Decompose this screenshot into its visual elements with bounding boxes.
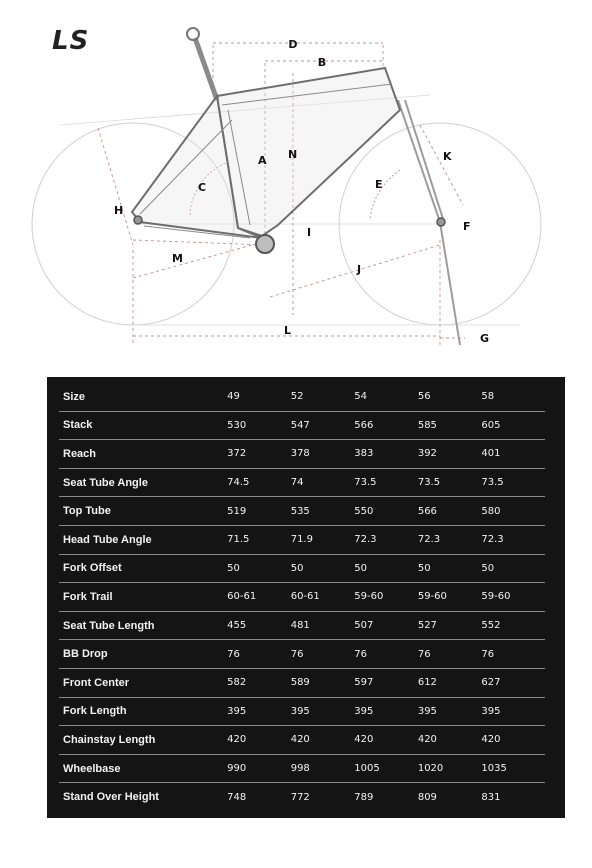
row-value: 50 — [227, 554, 291, 583]
row-value: 72.3 — [481, 525, 545, 554]
row-value: 73.5 — [354, 468, 418, 497]
row-value: 74 — [291, 468, 355, 497]
row-value: 378 — [291, 440, 355, 469]
row-value: 395 — [227, 697, 291, 726]
row-value: 998 — [291, 754, 355, 783]
row-value: 383 — [354, 440, 418, 469]
label-a: A — [258, 154, 267, 167]
row-value: 56 — [418, 383, 482, 411]
label-n: N — [288, 148, 298, 161]
row-label: Wheelbase — [59, 754, 227, 783]
row-value: 589 — [291, 668, 355, 697]
row-value: 580 — [481, 497, 545, 526]
row-value: 605 — [481, 411, 545, 440]
row-value: 1035 — [481, 754, 545, 783]
label-g: G — [480, 332, 490, 345]
row-label: Fork Length — [59, 697, 227, 726]
row-value: 772 — [290, 791, 310, 803]
row-value: 50 — [418, 554, 482, 583]
table-row — [59, 497, 545, 526]
row-label: Fork Offset — [59, 554, 227, 583]
front-axle — [437, 218, 445, 226]
row-value: 74.5 — [227, 468, 291, 497]
table-row — [59, 640, 545, 669]
row-value: 455 — [227, 611, 291, 640]
table-row — [59, 754, 545, 783]
table-row — [59, 383, 545, 411]
row-value: 627 — [481, 668, 545, 697]
row-value: 60-61 — [291, 583, 355, 612]
row-value: 58 — [481, 383, 545, 411]
row-value: 481 — [291, 611, 355, 640]
row-value: 395 — [481, 697, 545, 726]
row-label: Size — [59, 383, 227, 411]
label-m: M — [172, 252, 183, 265]
geometry-diagram — [0, 0, 592, 370]
row-value: 76 — [418, 640, 482, 669]
row-value: 519 — [227, 497, 291, 526]
row-value: 73.5 — [418, 468, 482, 497]
rear-axle — [134, 216, 142, 224]
label-d: D — [288, 38, 298, 51]
row-value: 60-61 — [227, 583, 291, 612]
row-label: BB Drop — [59, 640, 227, 669]
row-value: 789 — [354, 791, 374, 803]
row-value: 54 — [354, 383, 418, 411]
table-row — [59, 468, 545, 497]
row-value: 535 — [291, 497, 355, 526]
row-value: 585 — [418, 411, 482, 440]
row-label: Fork Trail — [59, 583, 227, 612]
row-value: 49 — [227, 383, 291, 411]
row-value: 566 — [354, 411, 418, 440]
fork — [398, 100, 460, 345]
row-value: 990 — [227, 754, 291, 783]
geometry-table-body — [59, 383, 545, 811]
row-value: 392 — [418, 440, 482, 469]
row-value: 420 — [227, 726, 291, 755]
row-label: Stack — [59, 411, 227, 440]
row-label: Chainstay Length — [59, 726, 227, 755]
row-value: 507 — [354, 611, 418, 640]
row-value: 76 — [481, 640, 545, 669]
row-value: 72.3 — [354, 525, 418, 554]
row-value: 59-60 — [481, 583, 545, 612]
row-label: Seat Tube Length — [59, 611, 227, 640]
table-row — [59, 668, 545, 697]
row-value: 76 — [291, 640, 355, 669]
row-value: 1005 — [354, 754, 418, 783]
row-value: 50 — [291, 554, 355, 583]
row-value: 401 — [481, 440, 545, 469]
bottom-bracket — [256, 235, 274, 253]
row-value: 50 — [354, 554, 418, 583]
row-value: 76 — [354, 640, 418, 669]
table-row — [59, 611, 545, 640]
geometry-table — [59, 383, 545, 811]
row-value: 748 — [227, 791, 247, 803]
table-row — [59, 697, 545, 726]
table-row — [59, 726, 545, 755]
table-row — [59, 783, 545, 811]
row-value: 809 — [417, 791, 437, 803]
table-row — [59, 411, 545, 440]
row-value: 552 — [481, 611, 545, 640]
row-label: Head Tube Angle — [59, 525, 227, 554]
row-value: 372 — [227, 440, 291, 469]
label-l: L — [284, 324, 292, 337]
label-h: H — [114, 204, 124, 217]
row-value: 395 — [291, 697, 355, 726]
row-value: 547 — [291, 411, 355, 440]
row-value: 73.5 — [481, 468, 545, 497]
label-c: C — [198, 181, 207, 194]
row-value: 50 — [481, 554, 545, 583]
row-value: 76 — [227, 640, 291, 669]
row-value: 420 — [481, 726, 545, 755]
table-row — [59, 554, 545, 583]
row-value: 71.9 — [291, 525, 355, 554]
row-value: 59-60 — [354, 583, 418, 612]
row-value: 527 — [418, 611, 482, 640]
table-row — [59, 440, 545, 469]
label-f: F — [463, 220, 471, 233]
row-value: 395 — [354, 697, 418, 726]
row-value: 52 — [291, 383, 355, 411]
label-i: I — [307, 226, 312, 239]
row-value: 59-60 — [418, 583, 482, 612]
row-label: Seat Tube Angle — [59, 468, 227, 497]
row-value: 550 — [354, 497, 418, 526]
row-value: 530 — [227, 411, 291, 440]
label-k: K — [443, 150, 452, 163]
table-row — [59, 583, 545, 612]
label-b: B — [317, 56, 327, 69]
row-value: 597 — [354, 668, 418, 697]
row-label: Front Center — [59, 668, 227, 697]
row-label: Top Tube — [59, 497, 227, 526]
table-row — [59, 525, 545, 554]
row-value: 582 — [227, 668, 291, 697]
row-value: 72.3 — [418, 525, 482, 554]
frame — [132, 68, 400, 238]
row-value: 1020 — [418, 754, 482, 783]
row-value: 831 — [481, 791, 501, 803]
row-value: 420 — [354, 726, 418, 755]
seatpost — [187, 28, 217, 100]
row-value: 420 — [418, 726, 482, 755]
row-value: 395 — [418, 697, 482, 726]
label-e: E — [375, 178, 383, 191]
row-value: 71.5 — [227, 525, 291, 554]
row-label: Stand Over Height — [63, 791, 159, 804]
row-label: Reach — [59, 440, 227, 469]
model-logo: LS — [52, 26, 90, 56]
row-value: 420 — [291, 726, 355, 755]
row-value: 612 — [418, 668, 482, 697]
geometry-table-panel — [47, 377, 565, 818]
row-value: 566 — [418, 497, 482, 526]
label-j: J — [357, 263, 362, 276]
